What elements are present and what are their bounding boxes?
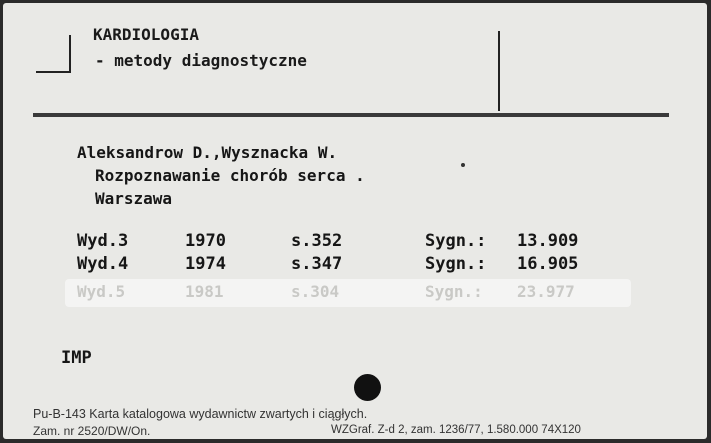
subject-subheading: - metody diagnostyczne	[95, 51, 307, 70]
stamp-imp: IMP	[61, 348, 92, 368]
frame-left-foot	[36, 71, 71, 73]
obscured-edition: Wyd.5	[77, 282, 126, 301]
punch-hole	[354, 374, 381, 401]
authors: Aleksandrow D.,Wysznacka W.	[77, 143, 338, 162]
divider-rule	[33, 113, 669, 117]
catalog-card	[3, 3, 707, 439]
footer-line-2-right: WZGraf. Z-d 2, zam. 1236/77, 1.580.000 74X120	[331, 424, 581, 436]
footer-line-1: Pu-B-143 Karta katalogowa wydawnictw zwartych i ciągłych.	[33, 407, 368, 421]
obscured-sygn: 23.977	[517, 282, 575, 301]
book-title: Rozpoznawanie chorób serca .	[95, 166, 365, 185]
sygn-label: Sygn.:	[425, 254, 487, 274]
publication-place: Warszawa	[95, 189, 173, 208]
subject-heading: KARDIOLOGIA	[93, 25, 199, 44]
stray-mark	[461, 163, 465, 167]
edition: Wyd.3	[77, 231, 129, 251]
pages: s.352	[291, 231, 343, 251]
edition: Wyd.4	[77, 254, 129, 274]
obscured-year: 1981	[185, 282, 224, 301]
year: 1974	[185, 254, 226, 274]
sygn-number: 13.909	[517, 231, 579, 251]
frame-right-bar	[498, 31, 500, 111]
frame-left-bar	[69, 35, 71, 73]
sygn-number: 16.905	[517, 254, 579, 274]
year: 1970	[185, 231, 226, 251]
footer-line-2-left: Zam. nr 2520/DW/On.	[33, 424, 151, 438]
sygn-label: Sygn.:	[425, 231, 487, 251]
pages: s.347	[291, 254, 343, 274]
obscured-pages: s.304	[291, 282, 340, 301]
obscured-sygn-label: Sygn.:	[425, 282, 483, 301]
